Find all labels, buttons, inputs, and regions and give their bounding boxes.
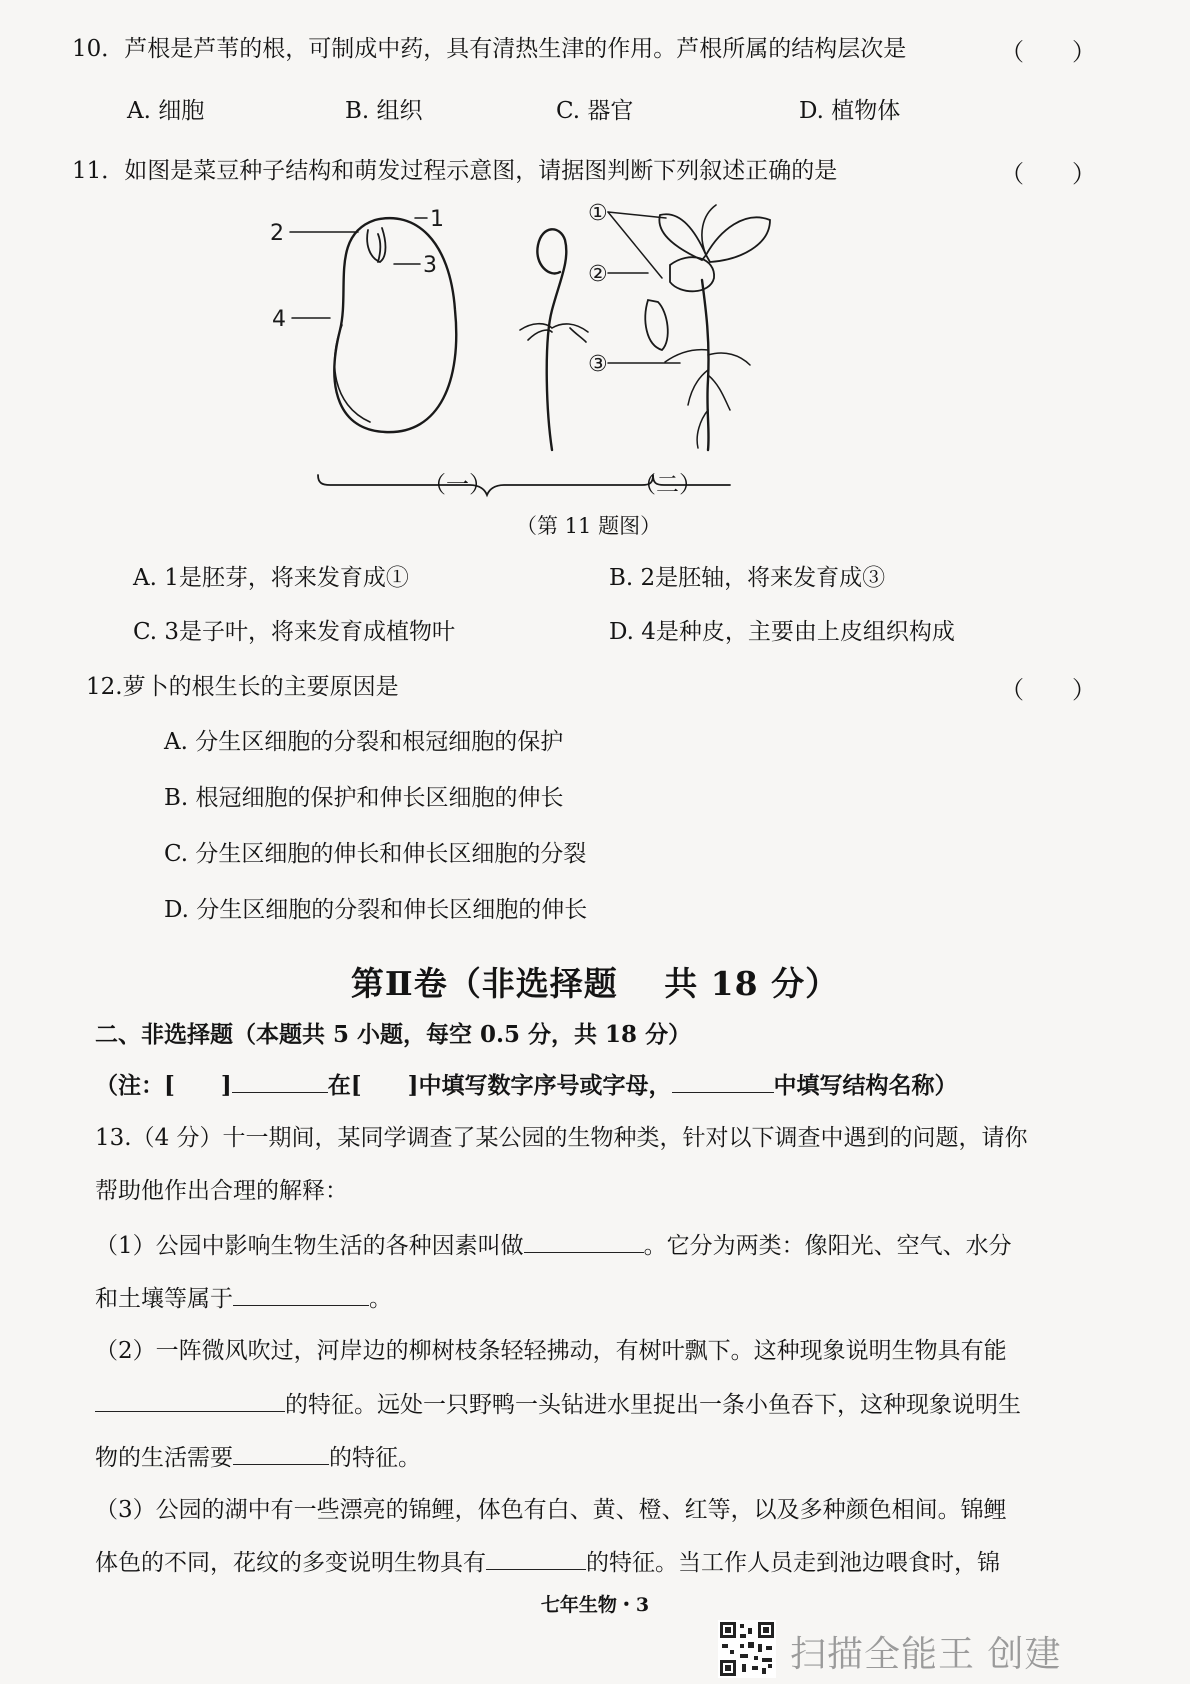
q13-p3-line1: （3）公园的湖中有一些漂亮的锦鲤，体色有白、黄、橙、红等，以及多种颜色相间。锦鲤 [95, 1497, 1007, 1523]
q13-p2-text-c: 物的生活需要 [95, 1445, 233, 1471]
note-blank-1 [232, 1070, 328, 1093]
plant-leaf-center [702, 205, 716, 255]
plant-leaf-left [659, 214, 706, 260]
q13-p2-line1: （2）一阵微风吹过，河岸边的柳树枝条轻轻拂动，有树叶飘下。这种现象说明生物具有能 [95, 1338, 1007, 1364]
q10-option-d: D. 植物体 [799, 98, 901, 124]
seed-inner-line [335, 325, 370, 422]
label-circle-1: ① [588, 201, 608, 226]
q13-p1-text-a: （1）公园中影响生物生活的各种因素叫做 [95, 1233, 524, 1259]
note-blank-2 [672, 1070, 774, 1093]
q13-p3-text-b: 体色的不同，花纹的多变说明生物具有 [95, 1550, 486, 1576]
q10-answer-paren: （ ） [1000, 38, 1096, 66]
label-circle-2: ② [588, 262, 608, 287]
q13-p3-text-c: 的特征。当工作人员走到池边喂食时，锦 [586, 1550, 1000, 1576]
q13-p2-line2 [95, 1389, 1021, 1420]
watermark-text: 扫描全能王 创建 [790, 1634, 1062, 1675]
leader-r1a [608, 212, 666, 218]
figure-caption: （第 11 题图） [516, 514, 662, 538]
q10-option-c: C. 器官 [556, 98, 634, 124]
note-part-a: （注：[ ] [95, 1072, 232, 1099]
q13-line2: 帮助他作出合理的解释： [95, 1178, 348, 1204]
q13-p1-text-d: 。 [369, 1286, 392, 1312]
q11-option-d: D. 4是种皮，主要由上皮组织构成 [609, 619, 955, 645]
q13-blank-2[interactable] [233, 1283, 369, 1306]
plant-cotyledon [670, 257, 714, 291]
label-4: 4 [272, 307, 286, 332]
q12-option-c: C. 分生区细胞的伸长和伸长区细胞的分裂 [164, 841, 587, 867]
q11-option-c: C. 3是子叶，将来发育成植物叶 [133, 619, 456, 645]
qr-code-icon [718, 1620, 776, 1678]
q11-figure [270, 200, 870, 510]
leader-r1b [608, 212, 662, 278]
q13-blank-1[interactable] [524, 1230, 644, 1253]
page-footer: 七年生物・3 [540, 1594, 650, 1616]
section2-heading: 二、非选择题（本题共 5 小题，每空 0.5 分，共 18 分） [95, 1021, 692, 1048]
q13-p2-text-b: 的特征。远处一只野鸭一头钻进水里捉出一条小鱼吞下，这种现象说明生 [285, 1392, 1021, 1418]
q12-option-b: B. 根冠细胞的保护和伸长区细胞的伸长 [164, 785, 564, 811]
seed-outline [334, 218, 456, 432]
figure-part-1-label: （一） [423, 472, 492, 498]
label-1: 1 [430, 207, 444, 232]
note-part-c: 中填写结构名称） [773, 1072, 958, 1099]
q13-p1-text-c: 和土壤等属于 [95, 1286, 233, 1312]
section2-title: 第Ⅱ卷（非选择题 共 18 分） [350, 964, 840, 1003]
label-3: 3 [423, 253, 437, 278]
q10-option-a: A. 细胞 [127, 98, 205, 124]
q12-stem: 12.萝卜的根生长的主要原因是 [86, 674, 399, 700]
section2-note [95, 1070, 958, 1101]
q10-stem: 10．芦根是芦苇的根，可制成中药，具有清热生津的作用。芦根所属的结构层次是 [72, 36, 907, 62]
plant-leaf-right [706, 217, 770, 262]
note-part-b: 在[ ]中填写数字序号或字母， [327, 1072, 672, 1099]
q12-answer-paren: （ ） [1000, 676, 1096, 704]
q12-option-a: A. 分生区细胞的分裂和根冠细胞的保护 [164, 729, 564, 755]
q13-blank-5[interactable] [486, 1547, 586, 1570]
q13-p1-text-b: 。它分为两类：像阳光、空气、水分 [643, 1233, 1012, 1259]
q13-blank-4[interactable] [233, 1442, 329, 1465]
q11-stem: 11．如图是菜豆种子结构和萌发过程示意图，请据图判断下列叙述正确的是 [72, 158, 838, 184]
q13-p2-text-d: 的特征。 [329, 1445, 421, 1471]
figure-part-2-label: （二） [633, 472, 702, 498]
q13-p2-line3 [95, 1442, 421, 1473]
seedling-small [537, 229, 566, 450]
q12-option-d: D. 分生区细胞的分裂和伸长区细胞的伸长 [164, 897, 588, 923]
q13-p1-line1 [95, 1230, 1012, 1261]
q11-option-a: A. 1是胚芽，将来发育成① [133, 565, 409, 591]
label-2: 2 [270, 221, 284, 246]
label-circle-3: ③ [588, 352, 608, 377]
plant-old-seed [645, 300, 667, 350]
q13-p1-line2 [95, 1283, 392, 1314]
q11-answer-paren: （ ） [1000, 160, 1096, 188]
q13-blank-3[interactable] [95, 1389, 285, 1412]
seedling-small-roots [520, 324, 588, 342]
seed-plumule [367, 228, 385, 262]
q11-option-b: B. 2是胚轴，将来发育成③ [609, 565, 886, 591]
q13-p3-line2 [95, 1547, 1000, 1578]
q13-line1: 13.（4 分）十一期间，某同学调查了某公园的生物种类，针对以下调查中遇到的问题，请你 [95, 1125, 1028, 1151]
q10-option-b: B. 组织 [345, 98, 423, 124]
plant-stem [702, 280, 709, 450]
